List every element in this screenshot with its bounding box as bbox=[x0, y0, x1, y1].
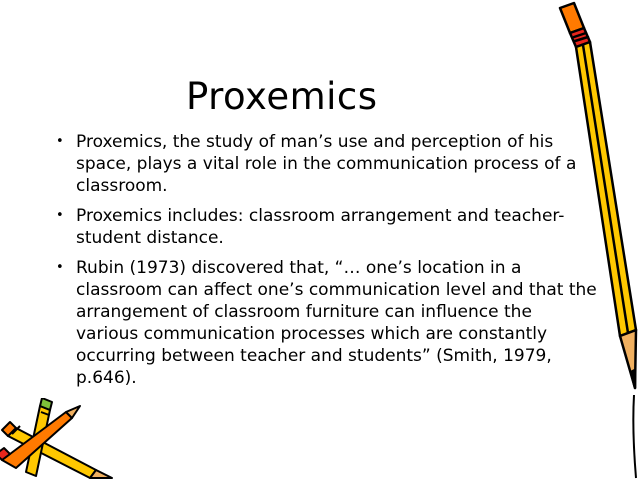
bullet-text-line: various communication processes which are constantly bbox=[76, 324, 548, 344]
yellow-pencil-icon bbox=[540, 0, 638, 479]
bullet-marker: • bbox=[56, 208, 64, 223]
bullet-text-line: Rubin (1973) discovered that, “… one’s location in a bbox=[76, 258, 522, 278]
bullet-item bbox=[56, 205, 596, 249]
bullet-text-line: classroom. bbox=[76, 176, 168, 196]
bullet-list bbox=[56, 131, 596, 397]
bullet-text-line: Proxemics, the study of man’s use and perception of his bbox=[76, 132, 554, 152]
bullet-marker: • bbox=[56, 260, 64, 275]
bullet-item bbox=[56, 257, 596, 389]
crossed-pencils-icon bbox=[0, 398, 120, 479]
bullet-item bbox=[56, 131, 596, 197]
bullet-text-line: arrangement of classroom furniture can influence the bbox=[76, 302, 532, 322]
bullet-marker: • bbox=[56, 134, 64, 149]
bullet-text-line: occurring between teacher and students” (Smith, 1979, bbox=[76, 346, 552, 366]
bullet-text-line: Proxemics includes: classroom arrangement and teacher- bbox=[76, 206, 565, 226]
bullet-text-line: classroom can affect one’s communication level and that the bbox=[76, 280, 597, 300]
bullet-text-line: p.646). bbox=[76, 368, 137, 388]
bullet-text-line: space, plays a vital role in the communication process of a bbox=[76, 154, 577, 174]
slide-title: Proxemics bbox=[186, 75, 378, 118]
bullet-text-line: student distance. bbox=[76, 228, 224, 248]
